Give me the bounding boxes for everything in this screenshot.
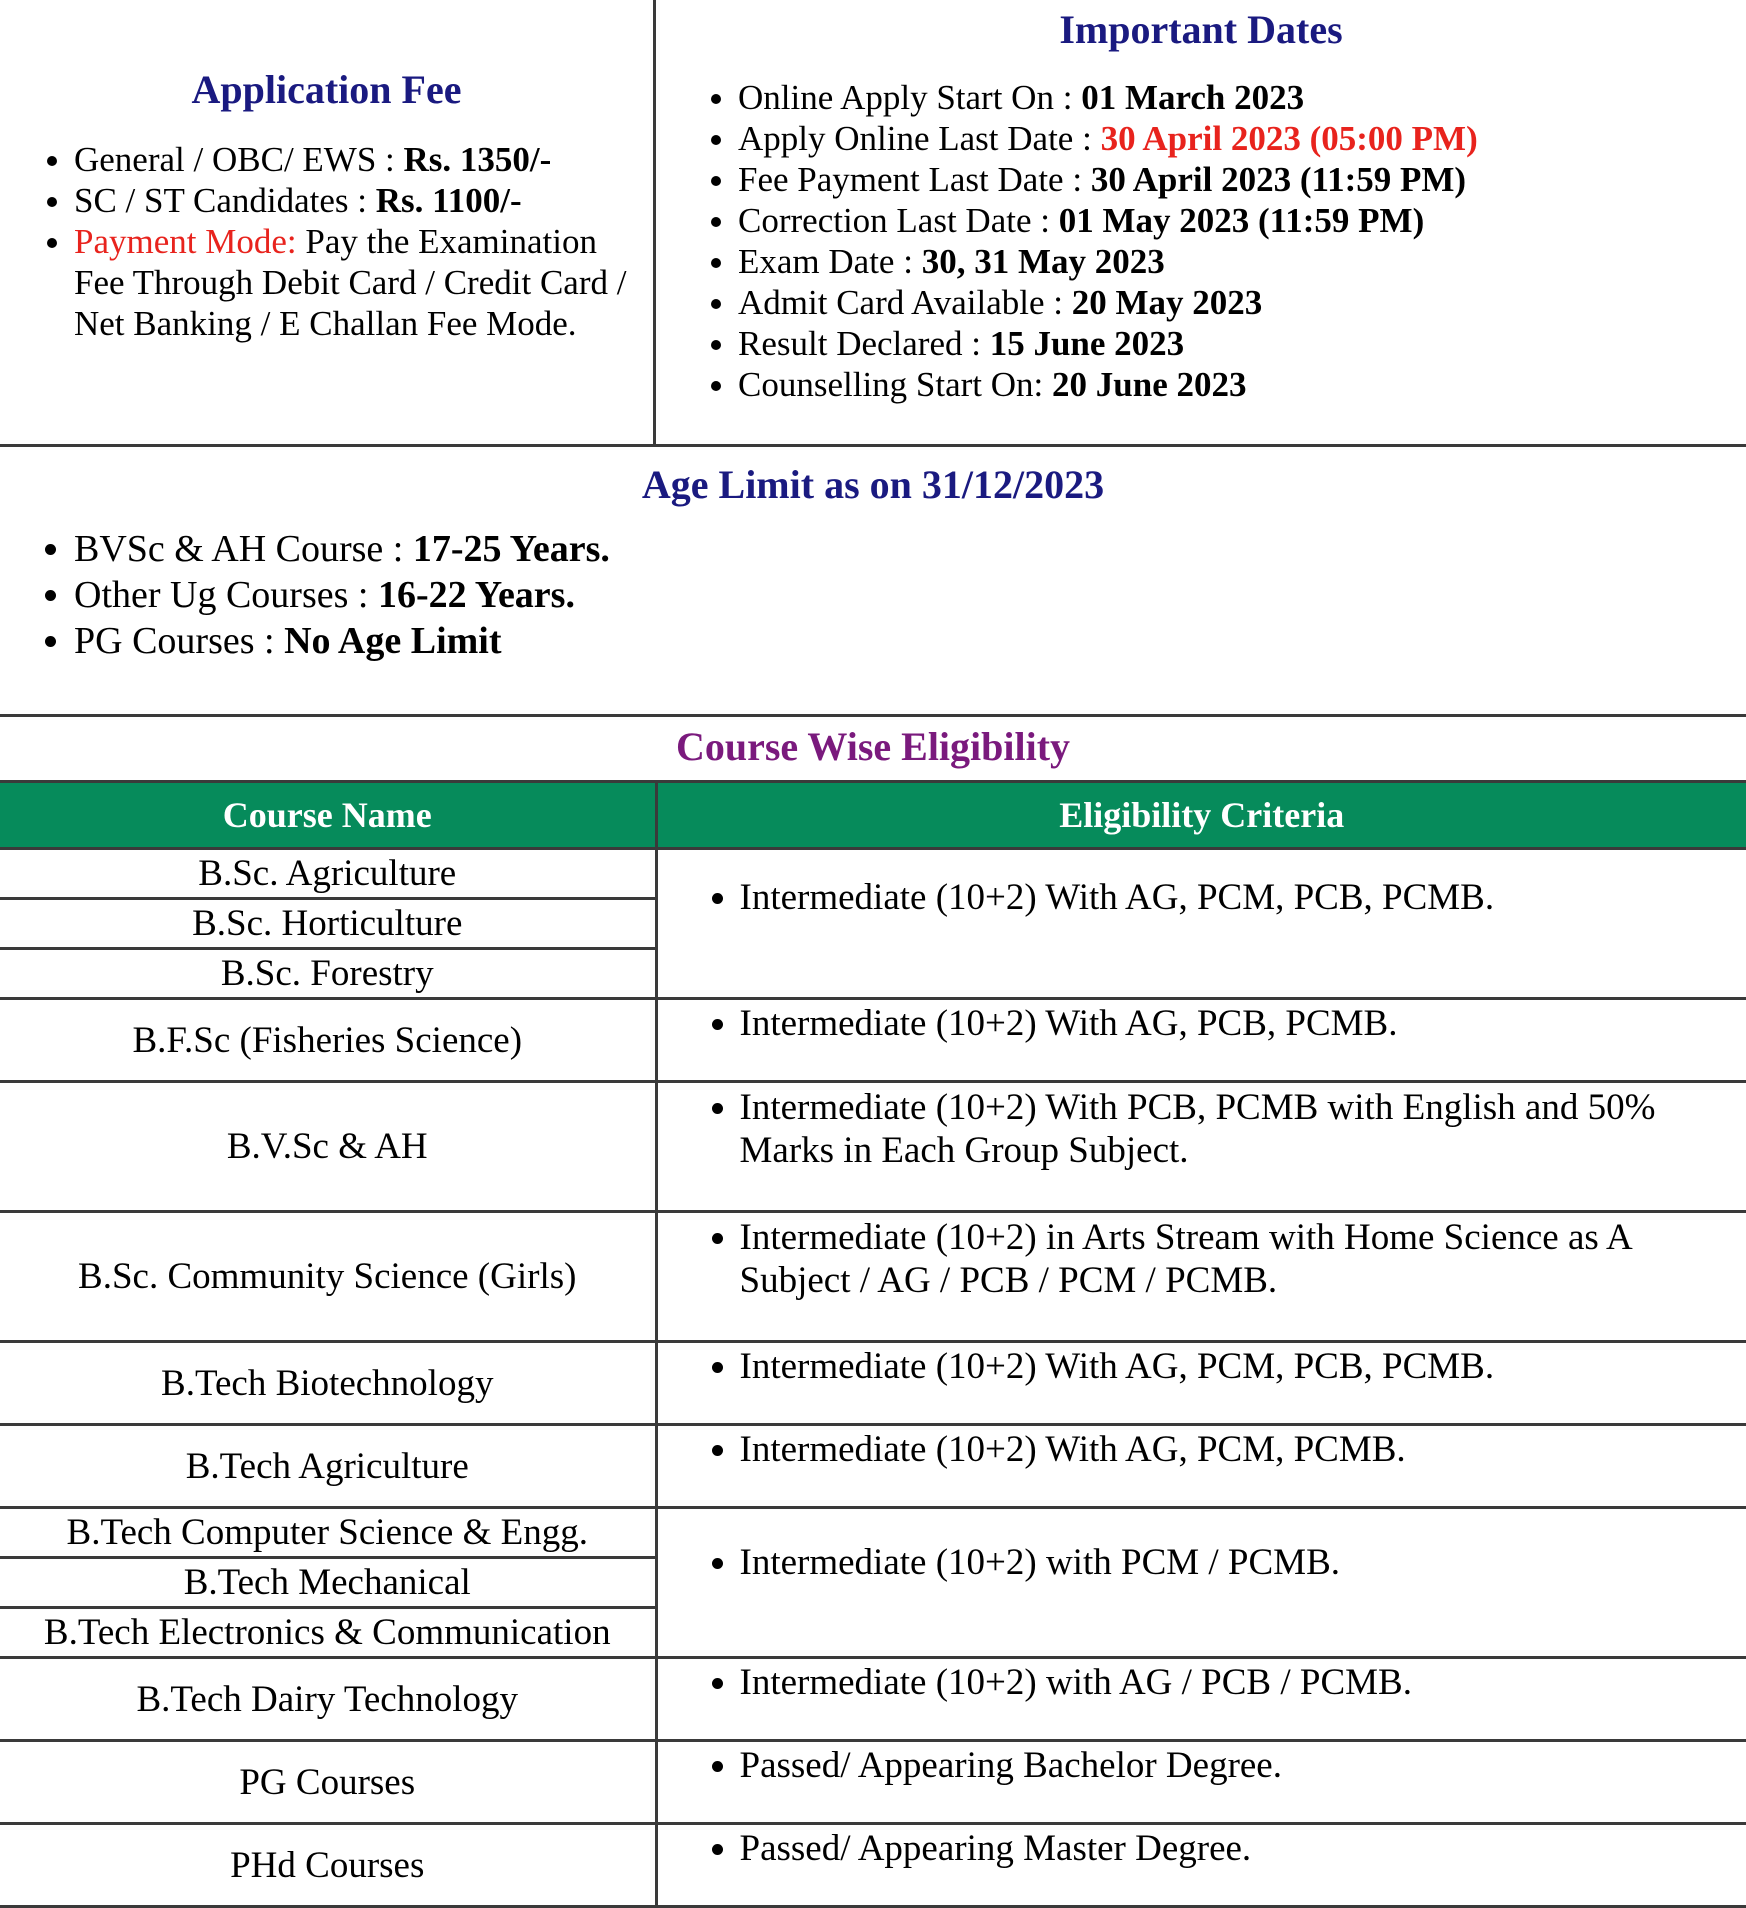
date-item: • Online Apply Start On : 01 March 2023 bbox=[738, 77, 1746, 118]
course-name-header: Course Name bbox=[0, 783, 656, 849]
table-row bbox=[0, 1658, 1746, 1741]
table-row bbox=[0, 1342, 1746, 1425]
table-row bbox=[0, 1212, 1746, 1342]
criteria-cell: • Intermediate (10+2) With AG, PCM, PCMB. bbox=[656, 1425, 1746, 1508]
course-name-cell: B.Tech Biotechnology bbox=[0, 1342, 656, 1425]
criteria-cell: • Intermediate (10+2) With AG, PCM, PCB, PCMB. bbox=[656, 1342, 1746, 1425]
important-dates-title: Important Dates bbox=[1059, 7, 1343, 52]
criteria-cell: • Intermediate (10+2) with AG / PCB / PCMB. bbox=[656, 1658, 1746, 1741]
payment-mode-text: Pay the Examination Fee Through Debit Card / Credit Card / Net Banking / E Challan Fee Mode. bbox=[74, 222, 627, 343]
course-name-cell: PG Courses bbox=[0, 1741, 656, 1824]
criteria-cell: • Intermediate (10+2) With AG, PCB, PCMB. bbox=[656, 999, 1746, 1082]
date-item: • Correction Last Date : 01 May 2023 (11:59 PM) bbox=[738, 200, 1746, 241]
age-limit-title: Age Limit as on 31/12/2023 bbox=[641, 462, 1105, 507]
table-header-row bbox=[0, 783, 1746, 849]
course-name-cell: B.Tech Mechanical bbox=[0, 1558, 656, 1608]
date-item: • Counselling Start On: 20 June 2023 bbox=[738, 364, 1746, 405]
course-name-cell: PHd Courses bbox=[0, 1824, 656, 1907]
application-fee-title: Application Fee bbox=[191, 67, 462, 112]
course-name-cell: B.Sc. Community Science (Girls) bbox=[0, 1212, 656, 1342]
table-row bbox=[0, 1824, 1746, 1907]
table-row bbox=[0, 1425, 1746, 1508]
course-name-cell: B.Tech Electronics & Communication bbox=[0, 1608, 656, 1658]
fee-list bbox=[0, 139, 653, 344]
date-item: • Admit Card Available : 20 May 2023 bbox=[738, 282, 1746, 323]
table-row bbox=[0, 1741, 1746, 1824]
criteria-cell: • Intermediate (10+2) With AG, PCM, PCB, PCMB. bbox=[656, 849, 1746, 999]
top-section bbox=[0, 0, 1746, 447]
age-item: • PG Courses : No Age Limit bbox=[74, 618, 1746, 664]
application-fee-panel bbox=[0, 0, 656, 444]
course-name-cell: B.V.Sc & AH bbox=[0, 1082, 656, 1212]
payment-mode-label: Payment Mode: bbox=[74, 222, 297, 261]
table-row bbox=[0, 1082, 1746, 1212]
criteria-cell: • Intermediate (10+2) with PCM / PCMB. bbox=[656, 1508, 1746, 1658]
payment-mode-item bbox=[74, 221, 639, 344]
course-name-cell: B.Sc. Agriculture bbox=[0, 849, 656, 899]
table-row bbox=[0, 849, 1746, 899]
eligibility-table bbox=[0, 783, 1746, 1908]
table-row bbox=[0, 999, 1746, 1082]
criteria-cell: • Passed/ Appearing Bachelor Degree. bbox=[656, 1741, 1746, 1824]
date-item: • Exam Date : 30, 31 May 2023 bbox=[738, 241, 1746, 282]
course-name-cell: B.Tech Computer Science & Engg. bbox=[0, 1508, 656, 1558]
fee-item: • General / OBC/ EWS : Rs. 1350/- bbox=[74, 139, 639, 180]
course-name-cell: B.Tech Dairy Technology bbox=[0, 1658, 656, 1741]
date-item: • Apply Online Last Date : 30 April 2023 (05:00 PM) bbox=[738, 118, 1746, 159]
date-item: • Result Declared : 15 June 2023 bbox=[738, 323, 1746, 364]
course-name-cell: B.Sc. Horticulture bbox=[0, 899, 656, 949]
criteria-cell: • Intermediate (10+2) in Arts Stream with Home Science as A Subject / AG / PCB / PCM / PCMB. bbox=[656, 1212, 1746, 1342]
important-dates-panel bbox=[656, 0, 1746, 444]
course-name-cell: B.Sc. Forestry bbox=[0, 949, 656, 999]
age-item: • BVSc & AH Course : 17-25 Years. bbox=[74, 526, 1746, 572]
last-date-highlight: 30 April 2023 (05:00 PM) bbox=[1100, 119, 1478, 158]
fee-item: • SC / ST Candidates : Rs. 1100/- bbox=[74, 180, 639, 221]
date-item: • Fee Payment Last Date : 30 April 2023 (11:59 PM) bbox=[738, 159, 1746, 200]
age-limit-section bbox=[0, 447, 1746, 717]
age-item: • Other Ug Courses : 16-22 Years. bbox=[74, 572, 1746, 618]
course-name-cell: B.F.Sc (Fisheries Science) bbox=[0, 999, 656, 1082]
criteria-cell: • Passed/ Appearing Master Degree. bbox=[656, 1824, 1746, 1907]
eligibility-title: Course Wise Eligibility bbox=[0, 717, 1746, 783]
dates-list bbox=[656, 77, 1746, 405]
age-list bbox=[0, 526, 1746, 664]
eligibility-criteria-header: Eligibility Criteria bbox=[656, 783, 1746, 849]
table-row bbox=[0, 1508, 1746, 1558]
criteria-cell: • Intermediate (10+2) With PCB, PCMB with English and 50% Marks in Each Group Subject. bbox=[656, 1082, 1746, 1212]
course-name-cell: B.Tech Agriculture bbox=[0, 1425, 656, 1508]
